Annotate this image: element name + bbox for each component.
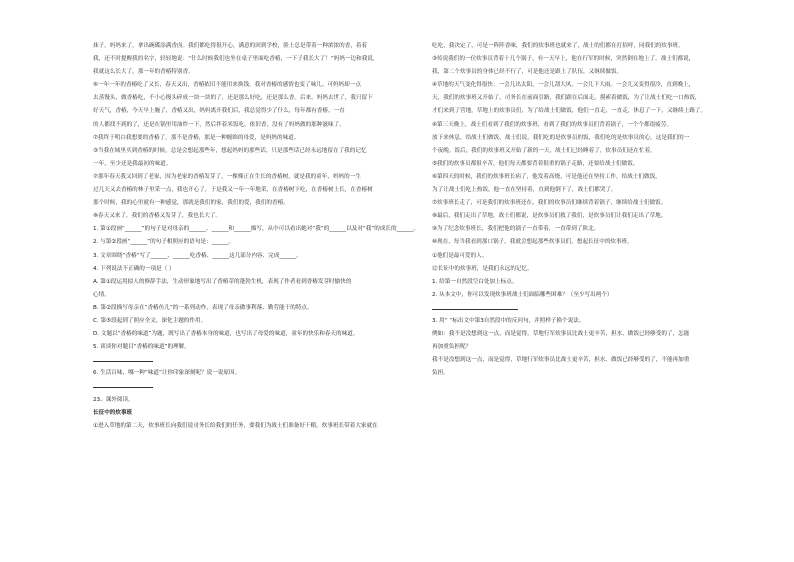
passage-line: 才们来到了营地，草地上的炊事员们，为了给战士们做饭，他们一直走，一直走，休息了一下，又继续上路了。 <box>432 108 707 115</box>
passage-line: ⑫长征中的炊事班，是我们永远的记忆。 <box>432 265 533 272</box>
option-d: D. 文题以“香椿的味道”为题，既写出了香椿本身的味道，也写出了母爱的味道，童年的快乐和春天的味道。 <box>93 331 359 338</box>
option-c: C. 第⑤段起到了照应全文，深化主题的作用。 <box>93 317 207 324</box>
option-a: A. 第①段运用拟人的修辞手法，生动形象地写出了香椿芽的蓬勃生机，表现了作者看到香椿发芽时愉快的 <box>93 278 352 285</box>
passage-line: ③当我在城里买到香椿的时候，总是会想起那些年，想起妈妈的那些话，只是那些话已经永远地留在了我的记忆 <box>93 147 367 154</box>
passage-line: 去蒸馒头，做香椿吃，不小心馒头碎成一块一块的了，还是那么好吃，还是那么香。后来，妈妈去世了，我只留下 <box>93 95 373 102</box>
question-2: 2. 与第②段画“______”的句子相照应的语句是：______。 <box>93 239 234 246</box>
passage-line: ⑦那年春天我又回到了老家，因为老家的香椿发芽了，一棵棵正在生长的香椿树，就是我的童年，妈妈的一生 <box>93 173 361 180</box>
passage-line: ④草地的天气变化得很快：一会儿出太阳，一会儿刮大风，一会儿下大雨。一会儿又变得很冷，直到晚上， <box>432 82 695 89</box>
passage-line: 的人都找不到的了，还是在锅里用油炸一下，然后拌着米饭吃，依旧香，没有了妈妈做的那种滋味了。 <box>93 121 345 128</box>
passage-line: ⑦炊事班长走了，可是我们的炊事班还在，我们的炊事员们继续背着锅子，继续给战士们做饭。 <box>432 200 667 207</box>
passage-line: 过几天又去香椿的林子里采一点，我也开心了，于是我又一年一年地采，在香椿树下吃，在香椿树上长，在香椿树 <box>93 187 373 194</box>
passage-line: ④第三天晚上，战士们看到了我们的炊事班，看到了我们的炊事员们背着锅子，一个个都很疲劳。 <box>432 121 672 128</box>
passage-line: ①他们是最可爱的人。 <box>432 252 488 259</box>
passage-line: ①进入草地的第二天，炊事班长向我们说司务长给我们的任务，要我们为战士们准备好干粮，炊事班长带着大家就在 <box>93 422 378 429</box>
example-line: 再加重负担呢？ <box>432 344 472 351</box>
passage-title: 长征中的炊事班 <box>93 409 133 416</box>
passage-line: 我，第二个炊事员的身体已经不行了，可是他还是跟上了队伍，又继续做饭。 <box>432 69 623 76</box>
question-r3: 3. 用“ ”标出文中第3自然段中的反问句，并照样子换个说法。 <box>432 317 585 324</box>
passage-line: 抹子。妈妈来了，拿出碗碟添满香卤。我们都吃得很开心，满意的回到学校，脸上总是带着一种浓浓的香，着着 <box>93 43 368 49</box>
passage-line: ⑧春天又来了，我们的香椿又发芽了，我也长大了。 <box>93 213 222 220</box>
answer-line <box>93 380 423 393</box>
passage-line: 个夜晚。饭后，我们的炊事班又开始了新的一天，战士们已经睡着了，炊事员们还在忙着。 <box>432 147 656 154</box>
passage-line: ⑥第四天的时候，我们的炊事班长病了，他发着高烧，可是他还在坚持工作，给战士们做饭， <box>432 173 661 180</box>
passage-line: 天，我们的炊事班又开始了，司务长在前面引路，我们跟在后面走，摸索着做饭，为了让战士们吃一口热饭， <box>432 95 701 102</box>
passage-line: ⑦我终于明白我想要的香椿了，那不是香椿，那是一种缠绵的母爱，是妈妈的味道。 <box>93 134 300 141</box>
option-b: B. 第②段描写母亲在“香椿鱼儿”的一系列动作，表现了母亲做事利落、勤劳能干的特点。 <box>93 304 313 311</box>
passage-line: 好天气，香椿，今天早上腌了，香椿又出，妈妈离开我们后，我总觉得少了什么，每年都有香椿。一直 <box>93 108 345 115</box>
answer-line <box>432 302 762 315</box>
passage-line: 一年，至少还是我最初的味道。 <box>93 160 172 167</box>
passage-line: ③传说我们的一位炊事员背着十几个锅子，有一天早上，他在行军的时候，突然倒在地上了，战士们都说， <box>432 56 695 63</box>
answer-line <box>93 354 423 367</box>
section-23: 23、课外阅读。 <box>93 396 134 403</box>
passage-line: 我就这么长大了，那一年的香椿特别香。 <box>93 69 194 76</box>
passage-line: ⑤我们的炊事员都很辛苦，他们每天都要背着很重的锅子走路，还要给战士们做饭。 <box>432 160 639 167</box>
question-5: 5. 谈谈你对题目“香椿的味道”的理解。 <box>93 344 190 351</box>
question-r2: 2. 从本文中，你可以发现炊事班战士们面临哪些困难？（至少写出两个） <box>432 291 613 298</box>
passage-line: ⑧最后，我们走出了草地，战士们都说，是炊事员们救了我们，是炊事员们让我们走出了草地。 <box>432 213 667 220</box>
question-4: 4. 下列说法不正确的一项是（ ） <box>93 265 175 272</box>
passage-line: 那个时候，我的心里就有一种感觉，那就是我们的家，我们的爱，我们的香椿。 <box>93 200 289 207</box>
passage-line: 我，还不时提醒我的名字，轻轻地说：“什么时候我们也坐在桌子里面吃香椿，一下子我长大了！”妈妈一边和我说， <box>93 56 379 63</box>
question-1: 1. 第①段画“______”的句子是对母亲的______、______和______描写，从中可以看出她对“我”的______以及对“我”的成长的______。 <box>93 226 419 233</box>
passage-line: 为了让战士们吃上热饭，他一直在坚持着，直到他倒下了，战士们都哭了。 <box>432 187 617 194</box>
question-3: 3. 文章围绕“香椿”写了______、______吃香椿、______这几部分内容，完成______。 <box>93 252 302 259</box>
passage-line: ⑥一年一年的香椿吃了又长，春天又出，香椿依旧不能用来换钱，我对香椿的感情也变了味儿。可妈妈却一点 <box>93 82 361 89</box>
answer-line-text: 负担。 <box>432 370 449 377</box>
question-6: 6. 生活百味，哪一种“味道”让你印象深刻呢？说一说原因。 <box>93 370 241 377</box>
example-line: 例如：我不是没想到这一点，而是觉得，草地行军炊事员比战士更辛苦，担水、做饭已经够受的了，怎能 <box>432 331 690 338</box>
option-a-cont: 心情。 <box>93 291 110 298</box>
right-column <box>432 40 762 380</box>
passage-line: 吃吃，我决定了，可是一阵阵香味，我们的炊事班也就来了，战士的们都在打招呼，同我们的炊事班。 <box>432 43 684 49</box>
question-r1: 1. 给第一自然段空白处加上标点。 <box>432 278 518 285</box>
passage-line: ⑩现在，每当我看到那口锅子，我就会想起那些炊事员们，想起长征中的炊事班。 <box>432 239 633 246</box>
passage-line: ⑨为了纪念炊事班长，我们把他的锅子一直带着，一直带到了陕北。 <box>432 226 600 233</box>
answer-line-text: 我不是没想到这一点，而是觉得，草地行军炊事员比战士更辛苦，担水、做饭已经够受的了，不能再加重 <box>432 357 690 364</box>
passage-line: 放下来休息，给战士们做饭，战士们说，我们吃的是炊事员的饭，我们吃的是炊事员的心。这是我们的一 <box>432 134 690 141</box>
left-column <box>93 40 423 433</box>
